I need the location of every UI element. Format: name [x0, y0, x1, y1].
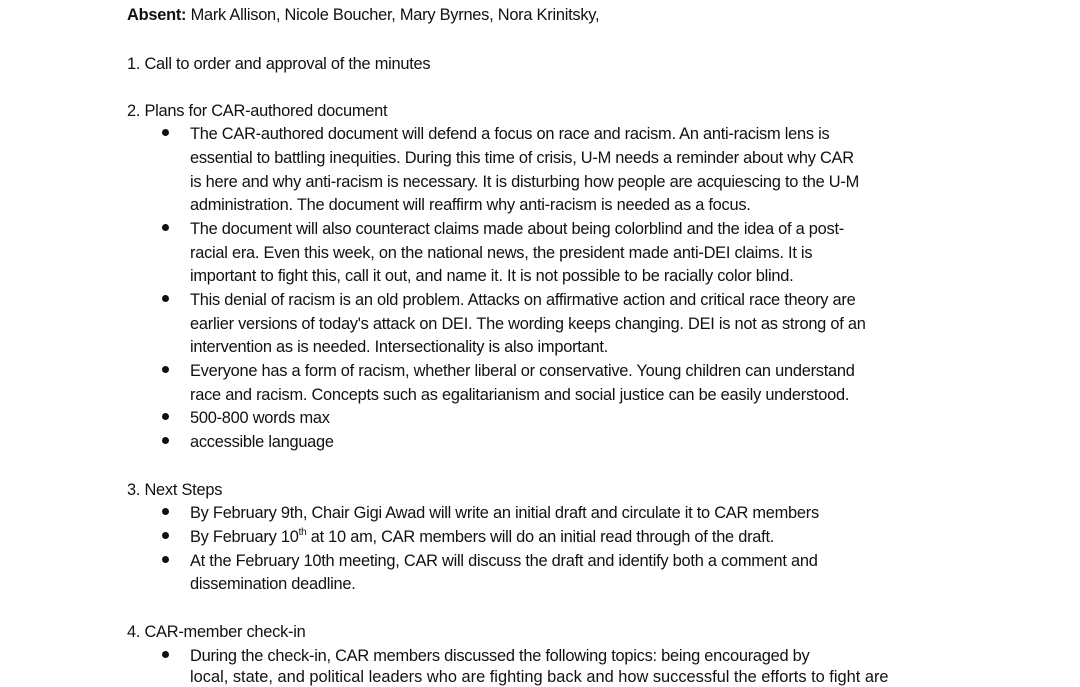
bullet-icon [162, 129, 169, 136]
bullet-text: race and racism. Concepts such as egalitarianism and social justice can be easily understood. [190, 386, 850, 404]
section-2-heading: 2. Plans for CAR-authored document [127, 102, 388, 120]
bullet-text: is here and why anti-racism is necessary. It is disturbing how people are acquiescing to the U-M [190, 173, 859, 191]
bullet-icon [162, 556, 169, 563]
bullet-text: racial era. Even this week, on the national news, the president made anti-DEI claims. It is [190, 244, 813, 262]
bullet-text: This denial of racism is an old problem. Attacks on affirmative action and critical race theory are [190, 291, 856, 309]
bullet-text: 500-800 words max [190, 409, 330, 427]
section-3-heading: 3. Next Steps [127, 481, 223, 499]
section-1-heading: 1. Call to order and approval of the minutes [127, 55, 431, 73]
bullet-text: administration. The document will reaffirm why anti-racism is needed as a focus. [190, 196, 751, 214]
bullet-text: earlier versions of today's attack on DEI. The wording keeps changing. DEI is not as strong of an [190, 315, 866, 333]
bullet-text [190, 527, 774, 547]
bullet-icon [162, 413, 169, 420]
bullet-icon [162, 295, 169, 302]
absent-line [127, 5, 599, 25]
bullet-text: intervention as is needed. Intersectionality is also important. [190, 338, 608, 356]
bullet-icon [162, 437, 169, 444]
bullet-text: The document will also counteract claims made about being colorblind and the idea of a post- [190, 220, 844, 238]
section-4-heading: 4. CAR-member check-in [127, 623, 306, 641]
bullet-icon [162, 651, 169, 658]
bullet-text: essential to battling inequities. During this time of crisis, U-M needs a reminder about why CAR [190, 149, 854, 167]
absent-names: Mark Allison, Nicole Boucher, Mary Byrnes, Nora Krinitsky, [186, 6, 600, 24]
ordinal-superscript: th [298, 526, 307, 538]
bullet-text: At the February 10th meeting, CAR will discuss the draft and identify both a comment and [190, 552, 818, 570]
bullet-text-cutoff: local, state, and political leaders who are fighting back and how successful the efforts to fight are [190, 668, 889, 686]
bullet-text-post: at 10 am, CAR members will do an initial read through of the draft. [306, 528, 775, 546]
bullet-text: Everyone has a form of racism, whether liberal or conservative. Young children can understand [190, 362, 855, 380]
bullet-icon [162, 366, 169, 373]
bullet-text: The CAR-authored document will defend a focus on race and racism. An anti-racism lens is [190, 125, 830, 143]
bullet-icon [162, 224, 169, 231]
bullet-icon [162, 508, 169, 515]
bullet-text: important to fight this, call it out, and name it. It is not possible to be racially color blind. [190, 267, 794, 285]
bullet-text: By February 9th, Chair Gigi Awad will write an initial draft and circulate it to CAR members [190, 504, 819, 522]
bullet-text: During the check-in, CAR members discussed the following topics: being encouraged by [190, 647, 810, 665]
bullet-icon [162, 532, 169, 539]
bullet-text: accessible language [190, 433, 334, 451]
absent-label: Absent: [127, 6, 187, 24]
bullet-text-pre: By February 10 [190, 528, 299, 546]
bullet-text: dissemination deadline. [190, 575, 356, 593]
